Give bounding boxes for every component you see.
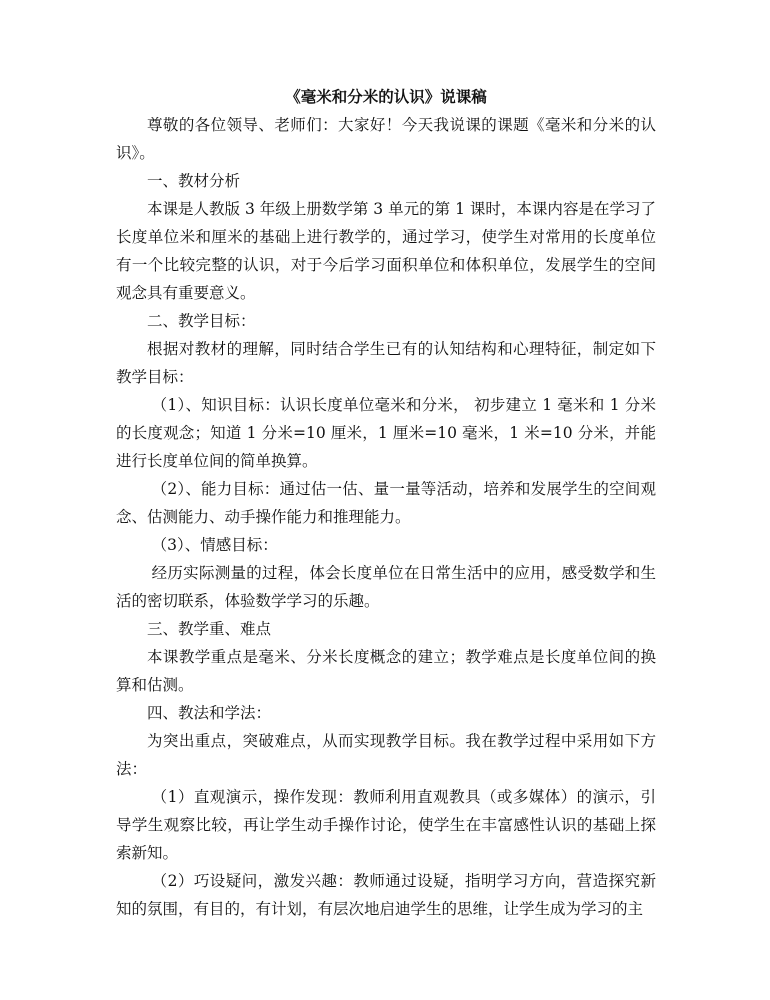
paragraph-emotion-goal: 经历实际测量的过程，体会长度单位在日常生活中的应用，感受数学和生活的密切联系，体验数学学习的乐趣。 <box>116 564 656 610</box>
heading-methods: 四、教法和学法： <box>147 704 272 722</box>
paragraph-method-1: （1）直观演示，操作发现：教师利用直观教具（或多媒体）的演示，引导学生观察比较，再让学生动手操作讨论，使学生在丰富感性认识的基础上探索新知。 <box>116 788 656 862</box>
paragraph-key-points: 本课教学重点是毫米、分米长度概念的建立；教学难点是长度单位间的换算和估测。 <box>116 648 656 694</box>
paragraph-knowledge-goal: （1）、知识目标：认识长度单位毫米和分米， 初步建立 1 毫米和 1 分米的长度观念；知道 1 分米=10 厘米，1 厘米=10 毫米，1 米=10 分米，并能进行长度单位间的简单换算。 <box>116 396 656 470</box>
paragraph-method-2: （2）巧设疑问，激发兴趣：教师通过设疑，指明学习方向，营造探究新知的氛围，有目的，有计划，有层次地启迪学生的思维，让学生成为学习的主 <box>116 872 656 918</box>
document-title: 《毫米和分米的认识》说课稿 <box>285 87 487 106</box>
paragraph-methods-intro: 为突出重点，突破难点，从而实现教学目标。我在教学过程中采用如下方法： <box>116 732 656 778</box>
paragraph-textbook-analysis: 本课是人教版 3 年级上册数学第 3 单元的第 1 课时，本课内容是在学习了长度单位米和厘米的基础上进行教学的，通过学习，使学生对常用的长度单位有一个比较完整的认识，对于今后学习面积单位和体积单位，发展学生的空间观念具有重要意义。 <box>116 200 656 302</box>
heading-emotion-goal: （3）、情感目标： <box>151 536 278 554</box>
heading-teaching-goals: 二、教学目标： <box>147 312 256 330</box>
heading-key-points: 三、教学重、难点 <box>147 620 272 638</box>
paragraph-goals-intro: 根据对教材的理解，同时结合学生已有的认知结构和心理特征，制定如下教学目标： <box>116 340 656 386</box>
heading-textbook-analysis: 一、教材分析 <box>147 172 241 190</box>
paragraph-greeting: 尊敬的各位领导、老师们：大家好！今天我说课的课题《毫米和分米的认识》。 <box>116 116 656 162</box>
paragraph-ability-goal: （2）、能力目标：通过估一估、量一量等活动，培养和发展学生的空间观念、估测能力、动手操作能力和推理能力。 <box>116 480 656 526</box>
document-page <box>116 83 656 923</box>
